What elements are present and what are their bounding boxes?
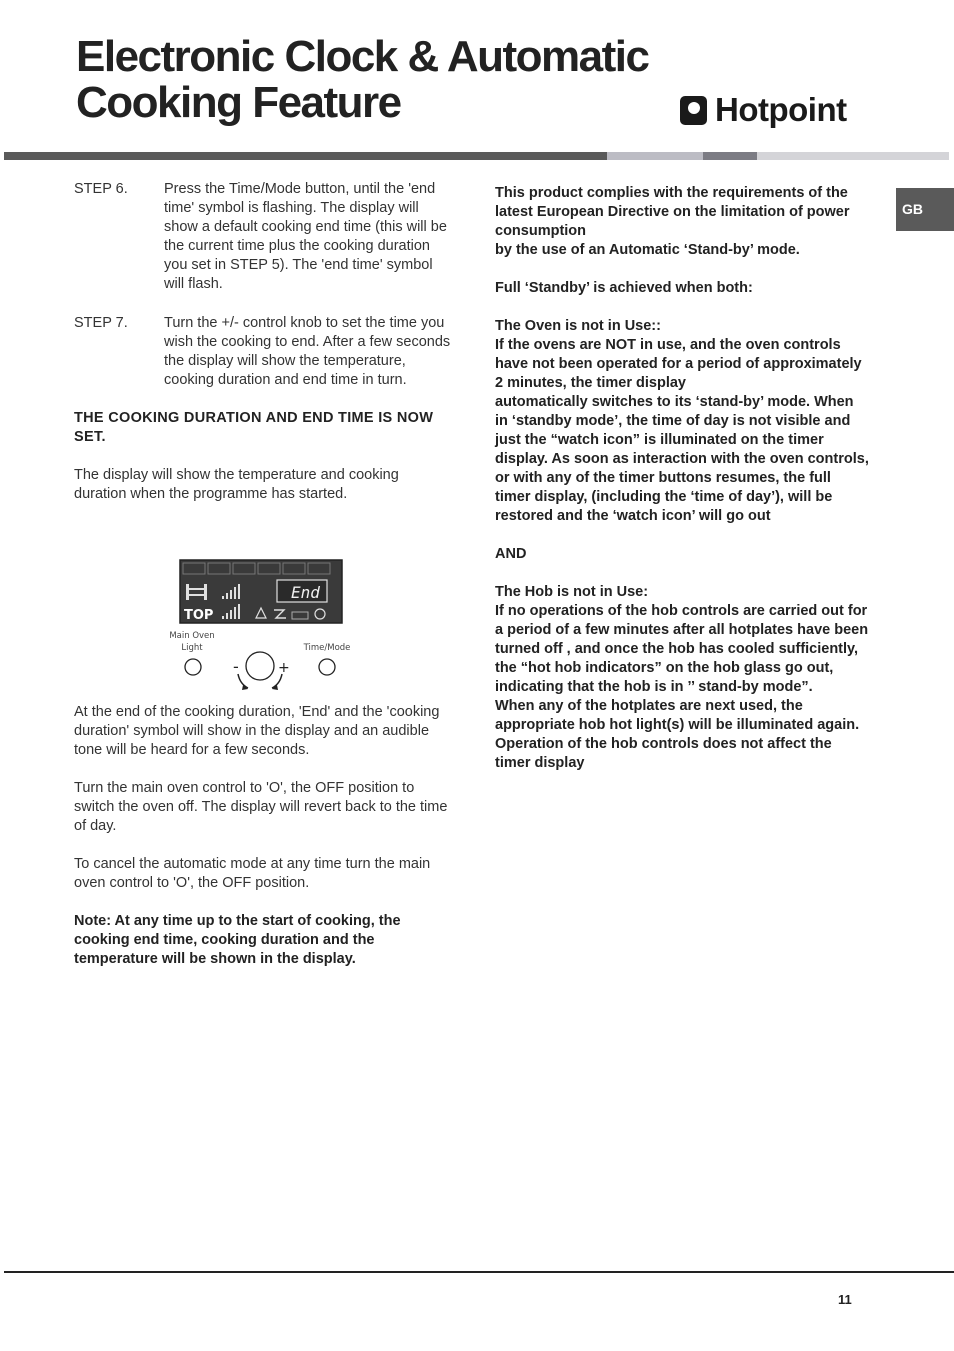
top-label: TOP — [184, 608, 214, 623]
step-label: STEP 6. — [74, 181, 128, 197]
full-standby: Full ‘Standby’ is achieved when both: — [495, 280, 753, 296]
title-line-1: Electronic Clock & Automatic — [76, 32, 649, 81]
set-heading: THE COOKING DURATION AND END TIME IS NOW SET. — [74, 410, 434, 445]
page-number: 11 — [838, 1292, 852, 1307]
control-knob — [246, 652, 274, 680]
paragraph-end: At the end of the cooking duration, 'End' and the 'cooking duration' symbol will show in the display and an audible tone will be heard for a few seconds. — [74, 704, 440, 758]
note: Note: At any time up to the start of cooking, the cooking end time, cooking duration and the temperature will be shown in the display. — [74, 913, 401, 967]
label-light: Light — [181, 643, 203, 653]
paragraph-turn-off: Turn the main oven control to 'O', the OFF position to switch the oven off. The display will revert back to the time of day. — [74, 780, 448, 834]
step-text: Turn the +/- control knob to set the time you wish the cooking to end. After a few seconds the display will show the temperature, cooking duration and end time in turn. — [164, 315, 451, 388]
language-tab: GB — [896, 188, 954, 231]
time-mode-button — [319, 659, 335, 675]
display-readout: End — [291, 583, 320, 602]
hob-text-2: When any of the hotplates are next used, the appropriate hob hot light(s) will be illuminated again. Operation of the hob controls does not affect the timer display — [495, 698, 860, 771]
and-label: AND — [495, 546, 527, 562]
label-time-mode: Time/Mode — [303, 643, 351, 653]
step-6 — [74, 180, 454, 294]
page-title — [76, 34, 776, 126]
footer-rule — [4, 1271, 954, 1273]
hob-text: If no operations of the hob controls are carried out for a period of a few minutes after all hotplates have been turned off , and once the hob has cooled sufficiently, the “hot hob indicators” on the hob glass go out, indicating that the hob is in ’’ stand-by mode”. — [495, 603, 869, 695]
header-rule-segment — [4, 152, 607, 160]
paragraph-display: The display will show the temperature and cooking duration when the programme has started. — [74, 467, 399, 502]
brand-logo — [680, 92, 847, 128]
title-line-2: Cooking Feature — [76, 78, 401, 127]
header-rule-segment — [757, 152, 949, 160]
step-7 — [74, 314, 454, 390]
right-column — [495, 184, 870, 773]
plus-sign: + — [278, 660, 290, 676]
step-label: STEP 7. — [74, 315, 128, 331]
oven-heading: The Oven is not in Use:: — [495, 318, 661, 334]
minus-sign: - — [233, 657, 239, 676]
hotpoint-logo-icon — [680, 96, 707, 125]
label-main-oven: Main Oven — [169, 631, 215, 641]
header-rule-segment — [703, 152, 757, 160]
oven-light-button — [185, 659, 201, 675]
header-rule-segment — [607, 152, 703, 160]
hob-heading: The Hob is not in Use: — [495, 584, 649, 600]
timer-display-diagram — [166, 558, 356, 693]
brand-name: Hotpoint — [715, 91, 847, 128]
step-text: Press the Time/Mode button, until the 'end time' symbol is flashing. The display will show a default cooking end time (this will be the current time plus the cooking duration you set in STEP 5). The 'end time' symbol will flash. — [164, 181, 447, 292]
paragraph-cancel: To cancel the automatic mode at any time turn the main oven control to 'O', the OFF position. — [74, 856, 431, 891]
oven-text: If the ovens are NOT in use, and the oven controls have not been operated for a period of approximately 2 minutes, the timer display automatically switches to its ‘stand-by’ mode. When in ‘standby mode’, the time of day is not visible and just the “watch icon” is illuminated on the timer display. As soon as interaction with the oven controls, or with any of the timer buttons resumes, the full timer display, (including the ‘time of day’), will be restored and the ‘watch icon’ will go out — [495, 337, 869, 524]
compliance-intro: This product complies with the requirements of the latest European Directive on the limitation of power consumption by the use of an Automatic ‘Stand-by’ mode. — [495, 185, 850, 258]
